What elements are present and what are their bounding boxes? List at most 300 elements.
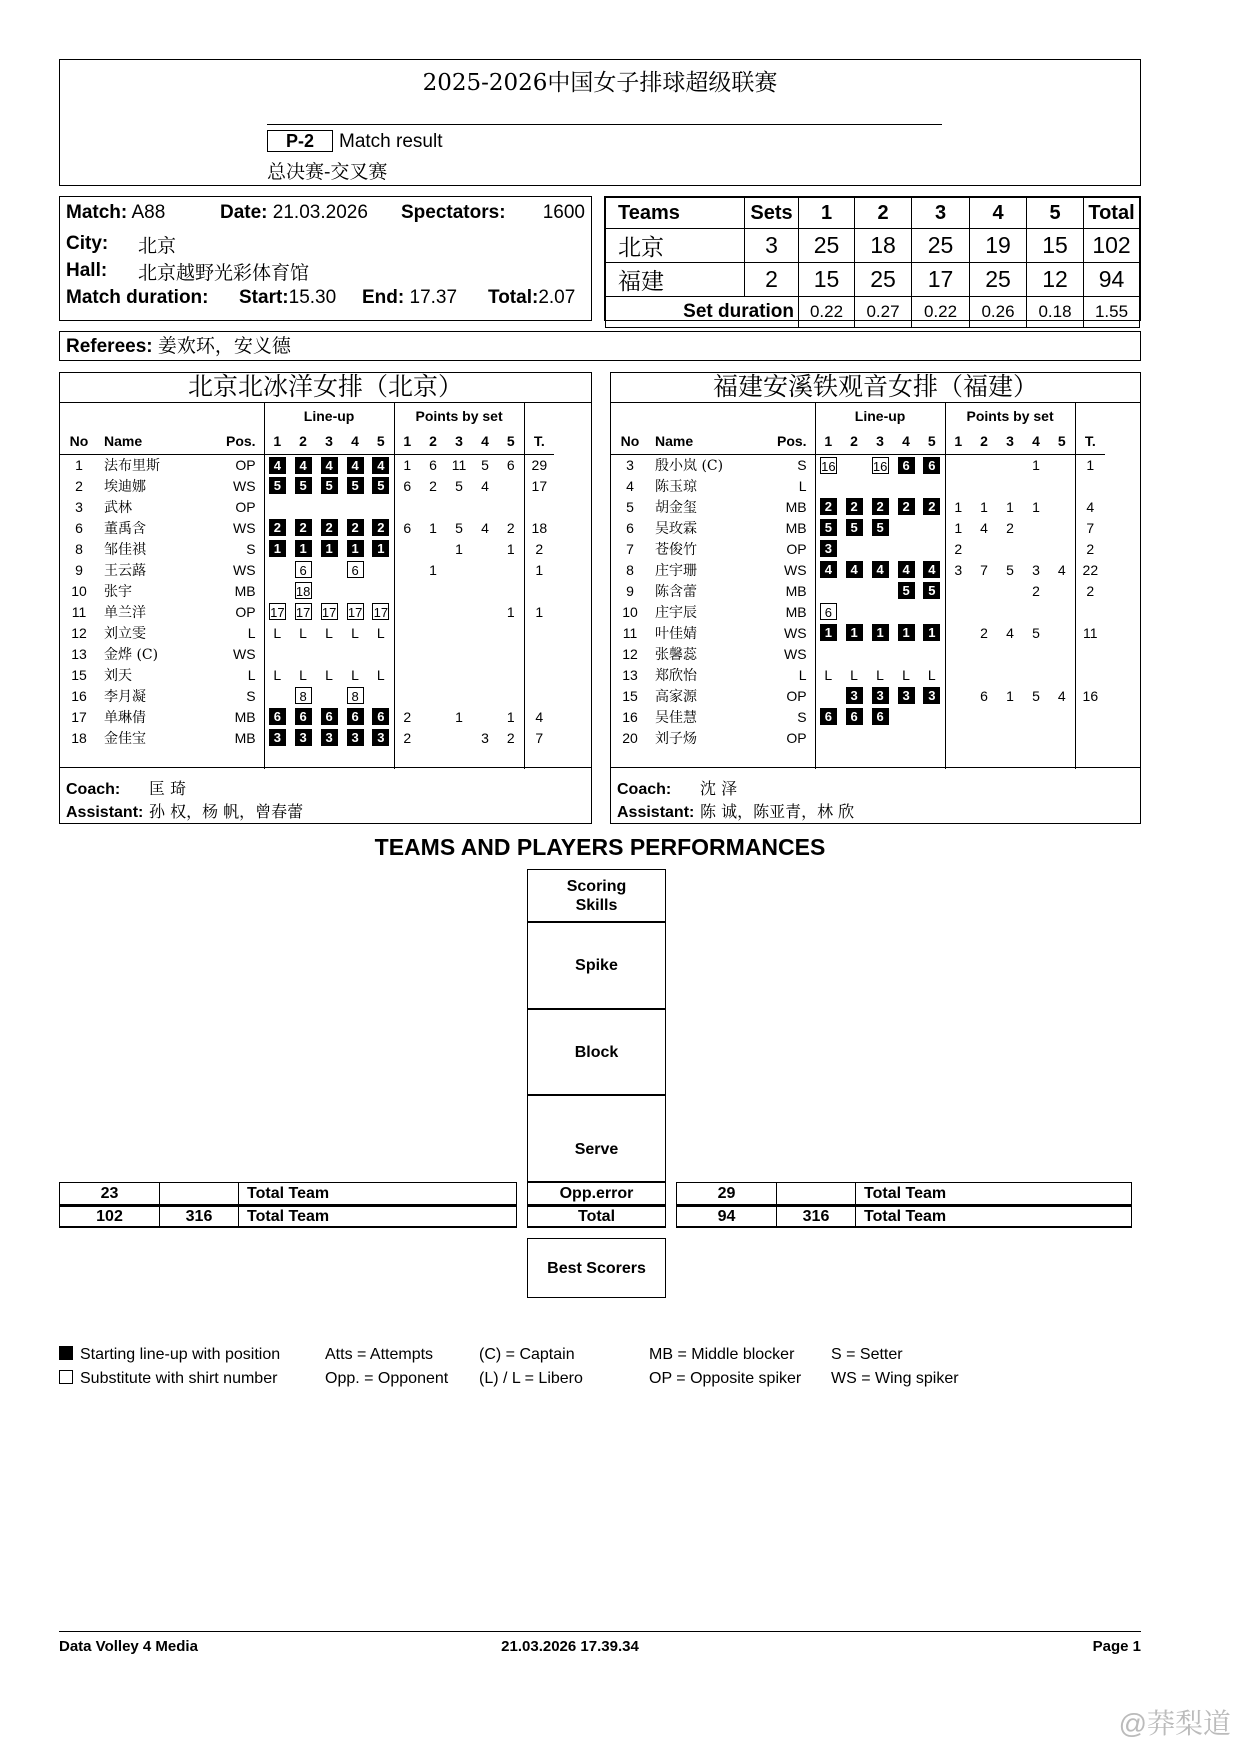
report-code: P-2 [267, 130, 333, 152]
lineup-cell [290, 727, 316, 748]
set-points [1049, 580, 1075, 601]
lineup-cell [316, 580, 342, 601]
starting-position: 2 [923, 498, 940, 515]
lineup-cell [342, 622, 368, 643]
lineup-cell [290, 454, 316, 475]
player-name: 吴玫霖 [655, 520, 697, 537]
set-header: 3 [997, 428, 1023, 454]
blank-cell [815, 748, 841, 769]
roster-header-row [60, 428, 554, 454]
starting-position: 1 [269, 540, 286, 557]
starting-position: 6 [898, 457, 915, 474]
player-name: 董禹含 [104, 520, 146, 537]
lineup-cell [867, 601, 893, 622]
no-header: No [611, 428, 649, 454]
set-points [945, 643, 971, 664]
set-points: 4 [481, 477, 489, 494]
duration-total: 1.55 [1084, 297, 1140, 328]
set-duration: 0.18 [1027, 297, 1084, 328]
assistant-names: 陈 诚，陈亚青，林 欣 [700, 802, 855, 821]
skill-label: Spike [527, 922, 666, 1009]
set-points [1049, 475, 1075, 496]
starting-position: 5 [820, 519, 837, 536]
attempts [777, 1183, 856, 1205]
set-points [420, 664, 446, 685]
filler-row [60, 748, 554, 769]
set-header: 1 [799, 198, 855, 229]
player-number: 3 [75, 498, 83, 515]
won-points: 94 [677, 1206, 777, 1227]
performance-row [60, 1183, 517, 1205]
set-header: 2 [971, 428, 997, 454]
set-points: 5 [455, 519, 463, 536]
set-points [1049, 727, 1075, 748]
starting-position: 2 [872, 498, 889, 515]
lineup-cell [316, 622, 342, 643]
libero-mark: L [299, 666, 307, 683]
lineup-cell [841, 538, 867, 559]
set-duration: 0.22 [799, 297, 855, 328]
total-points: 1 [1075, 454, 1105, 475]
starting-position: 1 [321, 540, 338, 557]
set-header: 2 [841, 428, 867, 454]
starting-position: 4 [846, 561, 863, 578]
spectators-value: 1600 [542, 202, 585, 223]
set-points [420, 580, 446, 601]
set-header: 1 [945, 428, 971, 454]
starting-position: 1 [295, 540, 312, 557]
sets-won: 2 [745, 263, 799, 297]
score-table [605, 197, 1140, 328]
total-points [524, 685, 554, 706]
player-row [611, 538, 1105, 559]
total-points: 22 [1075, 559, 1105, 580]
set-header: 5 [919, 428, 945, 454]
starting-position: 3 [872, 687, 889, 704]
set-points [420, 706, 446, 727]
set-points [498, 685, 524, 706]
player-name: 庄宇珊 [655, 562, 697, 579]
lineup-cell [893, 475, 919, 496]
lineup-cell [264, 727, 290, 748]
substitute-number: 17 [270, 605, 285, 621]
starting-position: 5 [347, 477, 364, 494]
lineup-cell [893, 622, 919, 643]
referees-names: 姜欢环，安义德 [157, 335, 291, 357]
player-row [60, 475, 554, 496]
lineup-cell [841, 475, 867, 496]
set-points [498, 559, 524, 580]
set-points: 5 [1006, 561, 1014, 578]
player-position: L [798, 666, 807, 683]
lineup-cell [867, 517, 893, 538]
set-points [472, 664, 498, 685]
won-points: 23 [60, 1183, 160, 1205]
match-label: Match: [66, 202, 128, 223]
lineup-cell [316, 517, 342, 538]
set-points: 1 [1032, 456, 1040, 473]
set-points [394, 496, 420, 517]
player-position: WS [233, 645, 256, 662]
set-points [1049, 538, 1075, 559]
set-points [498, 643, 524, 664]
player-position: OP [786, 687, 807, 704]
starting-position: 2 [295, 519, 312, 536]
player-label: Total Team [856, 1206, 1132, 1227]
name-header: Name [649, 428, 777, 454]
set-points [945, 580, 971, 601]
total-header: T. [1075, 428, 1105, 454]
set-points [446, 622, 472, 643]
blank-cell [777, 748, 815, 769]
player-row [60, 538, 554, 559]
blank-cell [611, 748, 649, 769]
starting-position: 3 [372, 729, 389, 746]
player-name: 张馨蕊 [655, 646, 697, 663]
lineup-cell [264, 475, 290, 496]
blank-cell [893, 748, 919, 769]
substitute-number: 17 [295, 605, 311, 621]
lineup-cell [368, 727, 394, 748]
player-row [60, 706, 554, 727]
substitute-number: 8 [347, 687, 364, 704]
blank-cell [524, 403, 554, 428]
set-score: 25 [970, 263, 1027, 297]
lineup-cell [919, 559, 945, 580]
player-number: 15 [622, 687, 638, 704]
total-points: 1 [524, 601, 554, 622]
lineup-cell [316, 454, 342, 475]
player-row [60, 601, 554, 622]
league-title: 2025-2026中国女子排球超级联赛 [422, 70, 778, 96]
lineup-cell [290, 559, 316, 580]
lineup-cell [290, 706, 316, 727]
player-row [611, 727, 1105, 748]
match-date: 21.03.2026 [272, 202, 368, 223]
lineup-cell [368, 454, 394, 475]
player-row [611, 601, 1105, 622]
libero-mark: L [273, 666, 282, 683]
lineup-cell [368, 517, 394, 538]
lineup-cell [342, 601, 368, 622]
starting-position: 2 [321, 519, 338, 536]
set-points: 2 [429, 477, 437, 494]
lineup-cell [815, 643, 841, 664]
set-points: 6 [506, 456, 515, 473]
player-number: 2 [75, 477, 83, 494]
blank-cell [611, 403, 649, 428]
performance-side-table [676, 1205, 1132, 1228]
set-points [1023, 475, 1049, 496]
total-points: 102 [1084, 229, 1140, 263]
set-points: 2 [1006, 519, 1014, 536]
blank-cell [316, 748, 342, 769]
libero-mark: L [299, 624, 307, 641]
performance-row [677, 1183, 1132, 1205]
won-points: 29 [677, 1183, 777, 1205]
assistant-names: 孙 权，杨 帆，曾春蕾 [149, 802, 304, 821]
set-header: 3 [867, 428, 893, 454]
lineup-cell [264, 496, 290, 517]
footer-divider [59, 1631, 1141, 1632]
substitute-number: 6 [820, 603, 837, 620]
legend-captain: (C) = Captain [479, 1346, 575, 1363]
set-points [945, 475, 971, 496]
set-score: 25 [912, 229, 970, 263]
roster-table [60, 403, 554, 769]
starting-position: 6 [321, 708, 338, 725]
starting-position: 4 [321, 457, 338, 474]
set-points [1023, 643, 1049, 664]
set-points [498, 622, 524, 643]
set-points: 1 [455, 540, 463, 557]
player-number: 8 [75, 540, 83, 557]
substitute-number: 6 [295, 561, 312, 578]
starting-position: 6 [872, 708, 889, 725]
set-points [420, 727, 446, 748]
lineup-cell [919, 706, 945, 727]
referees-label: Referees: [66, 336, 153, 357]
set-points [446, 580, 472, 601]
performance-side-table [676, 1182, 1132, 1205]
lineup-cell [893, 496, 919, 517]
blank-cell [524, 748, 554, 769]
player-number: 6 [626, 519, 634, 536]
starting-position: 5 [269, 477, 286, 494]
starting-position: 6 [923, 457, 940, 474]
set-points [997, 643, 1023, 664]
attempts: 316 [777, 1206, 856, 1227]
set-points: 2 [945, 538, 971, 559]
player-name: 金佳宝 [104, 730, 146, 747]
player-row [611, 559, 1105, 580]
lineup-cell [342, 727, 368, 748]
player-label: Total Team [239, 1206, 517, 1227]
set-points [420, 643, 446, 664]
player-row [611, 580, 1105, 601]
player-name: 埃迪娜 [104, 478, 146, 495]
set-points [997, 706, 1023, 727]
set-points: 1 [506, 603, 515, 620]
substitute-number: 17 [373, 605, 389, 621]
footer [59, 1638, 1141, 1658]
libero-mark: L [351, 624, 359, 641]
starting-position: 4 [269, 457, 286, 474]
set-points [971, 664, 997, 685]
set-points [971, 454, 997, 475]
player-number: 6 [75, 519, 83, 536]
lineup-cell [264, 601, 290, 622]
lineup-cell [893, 454, 919, 475]
total-header: Total [1084, 198, 1140, 229]
player-name: 苍俊竹 [655, 541, 697, 558]
set-points [1049, 454, 1075, 475]
lineup-cell [264, 538, 290, 559]
player-number: 9 [75, 561, 83, 578]
set-points: 2 [394, 706, 420, 727]
player-position: WS [233, 561, 256, 578]
player-row [611, 706, 1105, 727]
set-header: 4 [970, 198, 1027, 229]
total-duration: 2.07 [538, 287, 576, 308]
legend-libero: (L) / L = Libero [479, 1370, 583, 1387]
lineup-cell [316, 664, 342, 685]
set-points [446, 685, 472, 706]
set-points [498, 664, 524, 685]
coach-label: Coach: [617, 781, 672, 798]
set-points [394, 643, 420, 664]
lineup-header: Line-up [815, 403, 945, 428]
lineup-cell [841, 685, 867, 706]
starting-position: 2 [347, 519, 364, 536]
player-name: 金烨 (C) [104, 646, 159, 663]
set-header: 5 [1049, 428, 1075, 454]
lineup-cell [316, 601, 342, 622]
starting-position: 1 [846, 624, 863, 641]
legend-opp: Opp. = Opponent [325, 1370, 449, 1387]
blank-cell [1023, 748, 1049, 769]
blank-cell [498, 748, 524, 769]
set-points: 6 [394, 475, 420, 496]
lineup-cell [342, 664, 368, 685]
player-row [611, 517, 1105, 538]
total-points [524, 664, 554, 685]
lineup-cell [893, 538, 919, 559]
starting-position: 5 [898, 582, 915, 599]
legend-s: S = Setter [831, 1346, 903, 1363]
lineup-cell [815, 559, 841, 580]
player-position: MB [234, 582, 256, 599]
lineup-cell [290, 643, 316, 664]
best-scorers-label: Best Scorers [527, 1238, 666, 1298]
set-points: 2 [506, 519, 515, 536]
player-number: 15 [71, 666, 87, 683]
coach-area [611, 767, 1140, 825]
lineup-cell [919, 622, 945, 643]
player-name: 郑欣怡 [655, 667, 697, 684]
set-points [420, 496, 446, 517]
total-points: 2 [1075, 580, 1105, 601]
set-points [472, 706, 498, 727]
player-name: 法布里斯 [104, 457, 160, 474]
starting-position: 3 [269, 729, 286, 746]
set-header: 2 [290, 428, 316, 454]
total-points: 11 [1075, 622, 1105, 643]
total-points [1075, 601, 1105, 622]
player-number: 12 [622, 645, 638, 662]
starting-position: 2 [372, 519, 389, 536]
player-position: WS [784, 561, 807, 578]
player-position: MB [785, 498, 807, 515]
total-points [1075, 706, 1105, 727]
lineup-cell [368, 475, 394, 496]
libero-mark: L [902, 666, 910, 683]
legend-atts: Atts = Attempts [325, 1346, 434, 1363]
player-row [60, 727, 554, 748]
lineup-cell [290, 580, 316, 601]
blank-cell [290, 748, 316, 769]
team-name: 北京 [606, 229, 745, 263]
player-position: S [797, 708, 807, 725]
set-points: 2 [980, 624, 988, 641]
set-points: 5 [1032, 687, 1040, 704]
player-number: 17 [71, 708, 87, 725]
substitute-number: 18 [295, 584, 311, 600]
set-points [971, 727, 997, 748]
set-points [971, 580, 997, 601]
player-name: 吴佳慧 [655, 709, 697, 726]
lineup-cell [316, 643, 342, 664]
set-points [971, 475, 997, 496]
set-points [472, 580, 498, 601]
player-name: 邹佳祺 [104, 541, 146, 558]
lineup-cell [919, 727, 945, 748]
total-points: 2 [1075, 538, 1105, 559]
player-number: 7 [626, 540, 634, 557]
set-points [1049, 643, 1075, 664]
lineup-cell [841, 727, 867, 748]
player-name: 张宇 [104, 583, 132, 600]
blank-cell [98, 403, 264, 428]
set-score: 25 [855, 263, 912, 297]
player-number: 4 [626, 477, 634, 494]
lineup-cell [290, 685, 316, 706]
set-points [1049, 496, 1075, 517]
lineup-cell [316, 559, 342, 580]
set-points: 1 [980, 498, 988, 515]
lineup-cell [893, 517, 919, 538]
set-header: 5 [1027, 198, 1084, 229]
starting-position: 1 [872, 624, 889, 641]
player-number: 20 [622, 729, 638, 746]
player-row [60, 454, 554, 475]
lineup-cell [893, 727, 919, 748]
player-name: 陈玉琼 [655, 478, 697, 495]
set-points: 4 [481, 519, 489, 536]
set-duration-label: Set duration [606, 297, 799, 328]
player-position: WS [784, 645, 807, 662]
player-row [60, 496, 554, 517]
total-points [524, 622, 554, 643]
set-header: 4 [893, 428, 919, 454]
starting-position: 6 [820, 708, 837, 725]
blank-cell [420, 748, 446, 769]
stage-name: 总决赛-交叉赛 [267, 161, 388, 183]
player-position: OP [235, 603, 256, 620]
player-row [611, 622, 1105, 643]
player-position: OP [235, 498, 256, 515]
set-points [498, 580, 524, 601]
set-score: 15 [1027, 229, 1084, 263]
starting-position: 6 [269, 708, 286, 725]
lineup-header: Line-up [264, 403, 394, 428]
player-position: MB [785, 582, 807, 599]
lineup-cell [893, 601, 919, 622]
start-label: Start: [239, 287, 289, 308]
starting-position: 6 [347, 708, 364, 725]
set-points [446, 559, 472, 580]
player-position: S [246, 687, 256, 704]
player-row [60, 664, 554, 685]
set-duration: 0.22 [912, 297, 970, 328]
blank-cell [60, 403, 98, 428]
total-points: 4 [1075, 496, 1105, 517]
lineup-cell [290, 664, 316, 685]
filler-row [611, 748, 1105, 769]
lineup-cell [316, 685, 342, 706]
set-points [997, 580, 1023, 601]
blank-cell [342, 748, 368, 769]
